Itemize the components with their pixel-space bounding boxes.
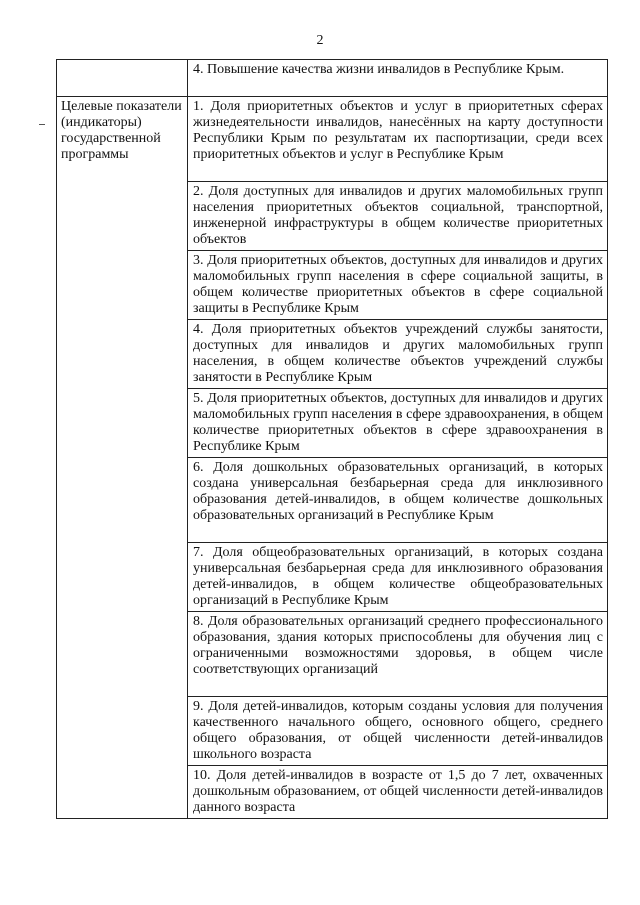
- table-cell: 3. Доля приоритетных объектов, доступных для инвалидов и других маломобильных групп населения в сфере социальной защиты, в общем количестве приоритетных объектов в сфере социальной защиты в Республике Крым: [188, 251, 608, 320]
- margin-mark: [39, 124, 45, 125]
- table-cell: 2. Доля доступных для инвалидов и других маломобильных групп населения приоритетных объектов социальной, транспортной, инженерной инфраструктуры в общем количестве приоритетных объектов: [188, 182, 608, 251]
- empty-left-cell: [57, 60, 188, 97]
- indicators-label: Целевые показатели (индикаторы) государственной программы: [61, 99, 182, 162]
- left-label-cell: [57, 97, 188, 819]
- table-cell: 1. Доля приоритетных объектов и услуг в приоритетных сферах жизнедеятельности инвалидов, нанесённых на карту доступности Республики Крым по результатам их паспортизации, среди всех приоритетных объектов и услуг в Республике Крым: [188, 97, 608, 182]
- table-row: [57, 60, 608, 97]
- table-cell: 10. Доля детей-инвалидов в возрасте от 1,5 до 7 лет, охваченных дошкольным образованием, от общей численности детей-инвалидов данного возраста: [188, 766, 608, 819]
- table-cell: 7. Доля общеобразовательных организаций, в которых создана универсальная безбарьерная среда для инклюзивного образования детей-инвалидов, в общем количестве общеобразовательных организаций в Республике Крым: [188, 543, 608, 612]
- table-cell: 9. Доля детей-инвалидов, которым созданы условия для получения качественного начального общего, основного общего, среднего общего образования, от общей численности детей-инвалидов школьного возраста: [188, 697, 608, 766]
- table-cell: 6. Доля дошкольных образовательных организаций, в которых создана универсальная безбарьерная среда для инклюзивного образования детей-инвалидов, в общем количестве дошкольных образовательных организаций в Республике Крым: [188, 458, 608, 543]
- table-row: [57, 97, 608, 182]
- page-number: 2: [316, 33, 324, 48]
- program-indicators-table: [56, 59, 608, 819]
- table-cell: 5. Доля приоритетных объектов, доступных для инвалидов и других маломобильных групп населения в сфере здравоохранения, в общем количестве приоритетных объектов в сфере здравоохранения в Республике Крым: [188, 389, 608, 458]
- table-cell: 4. Доля приоритетных объектов учреждений службы занятости, доступных для инвалидов и других маломобильных групп населения, в общем количестве объектов учреждений службы занятости в Республике Крым: [188, 320, 608, 389]
- table-cell: 8. Доля образовательных организаций среднего профессионального образования, здания которых приспособлены для обучения лиц с ограниченными возможностями здоровья, в общем числе соответствующих организаций: [188, 612, 608, 697]
- table-cell: 4. Повышение качества жизни инвалидов в Республике Крым.: [188, 60, 608, 97]
